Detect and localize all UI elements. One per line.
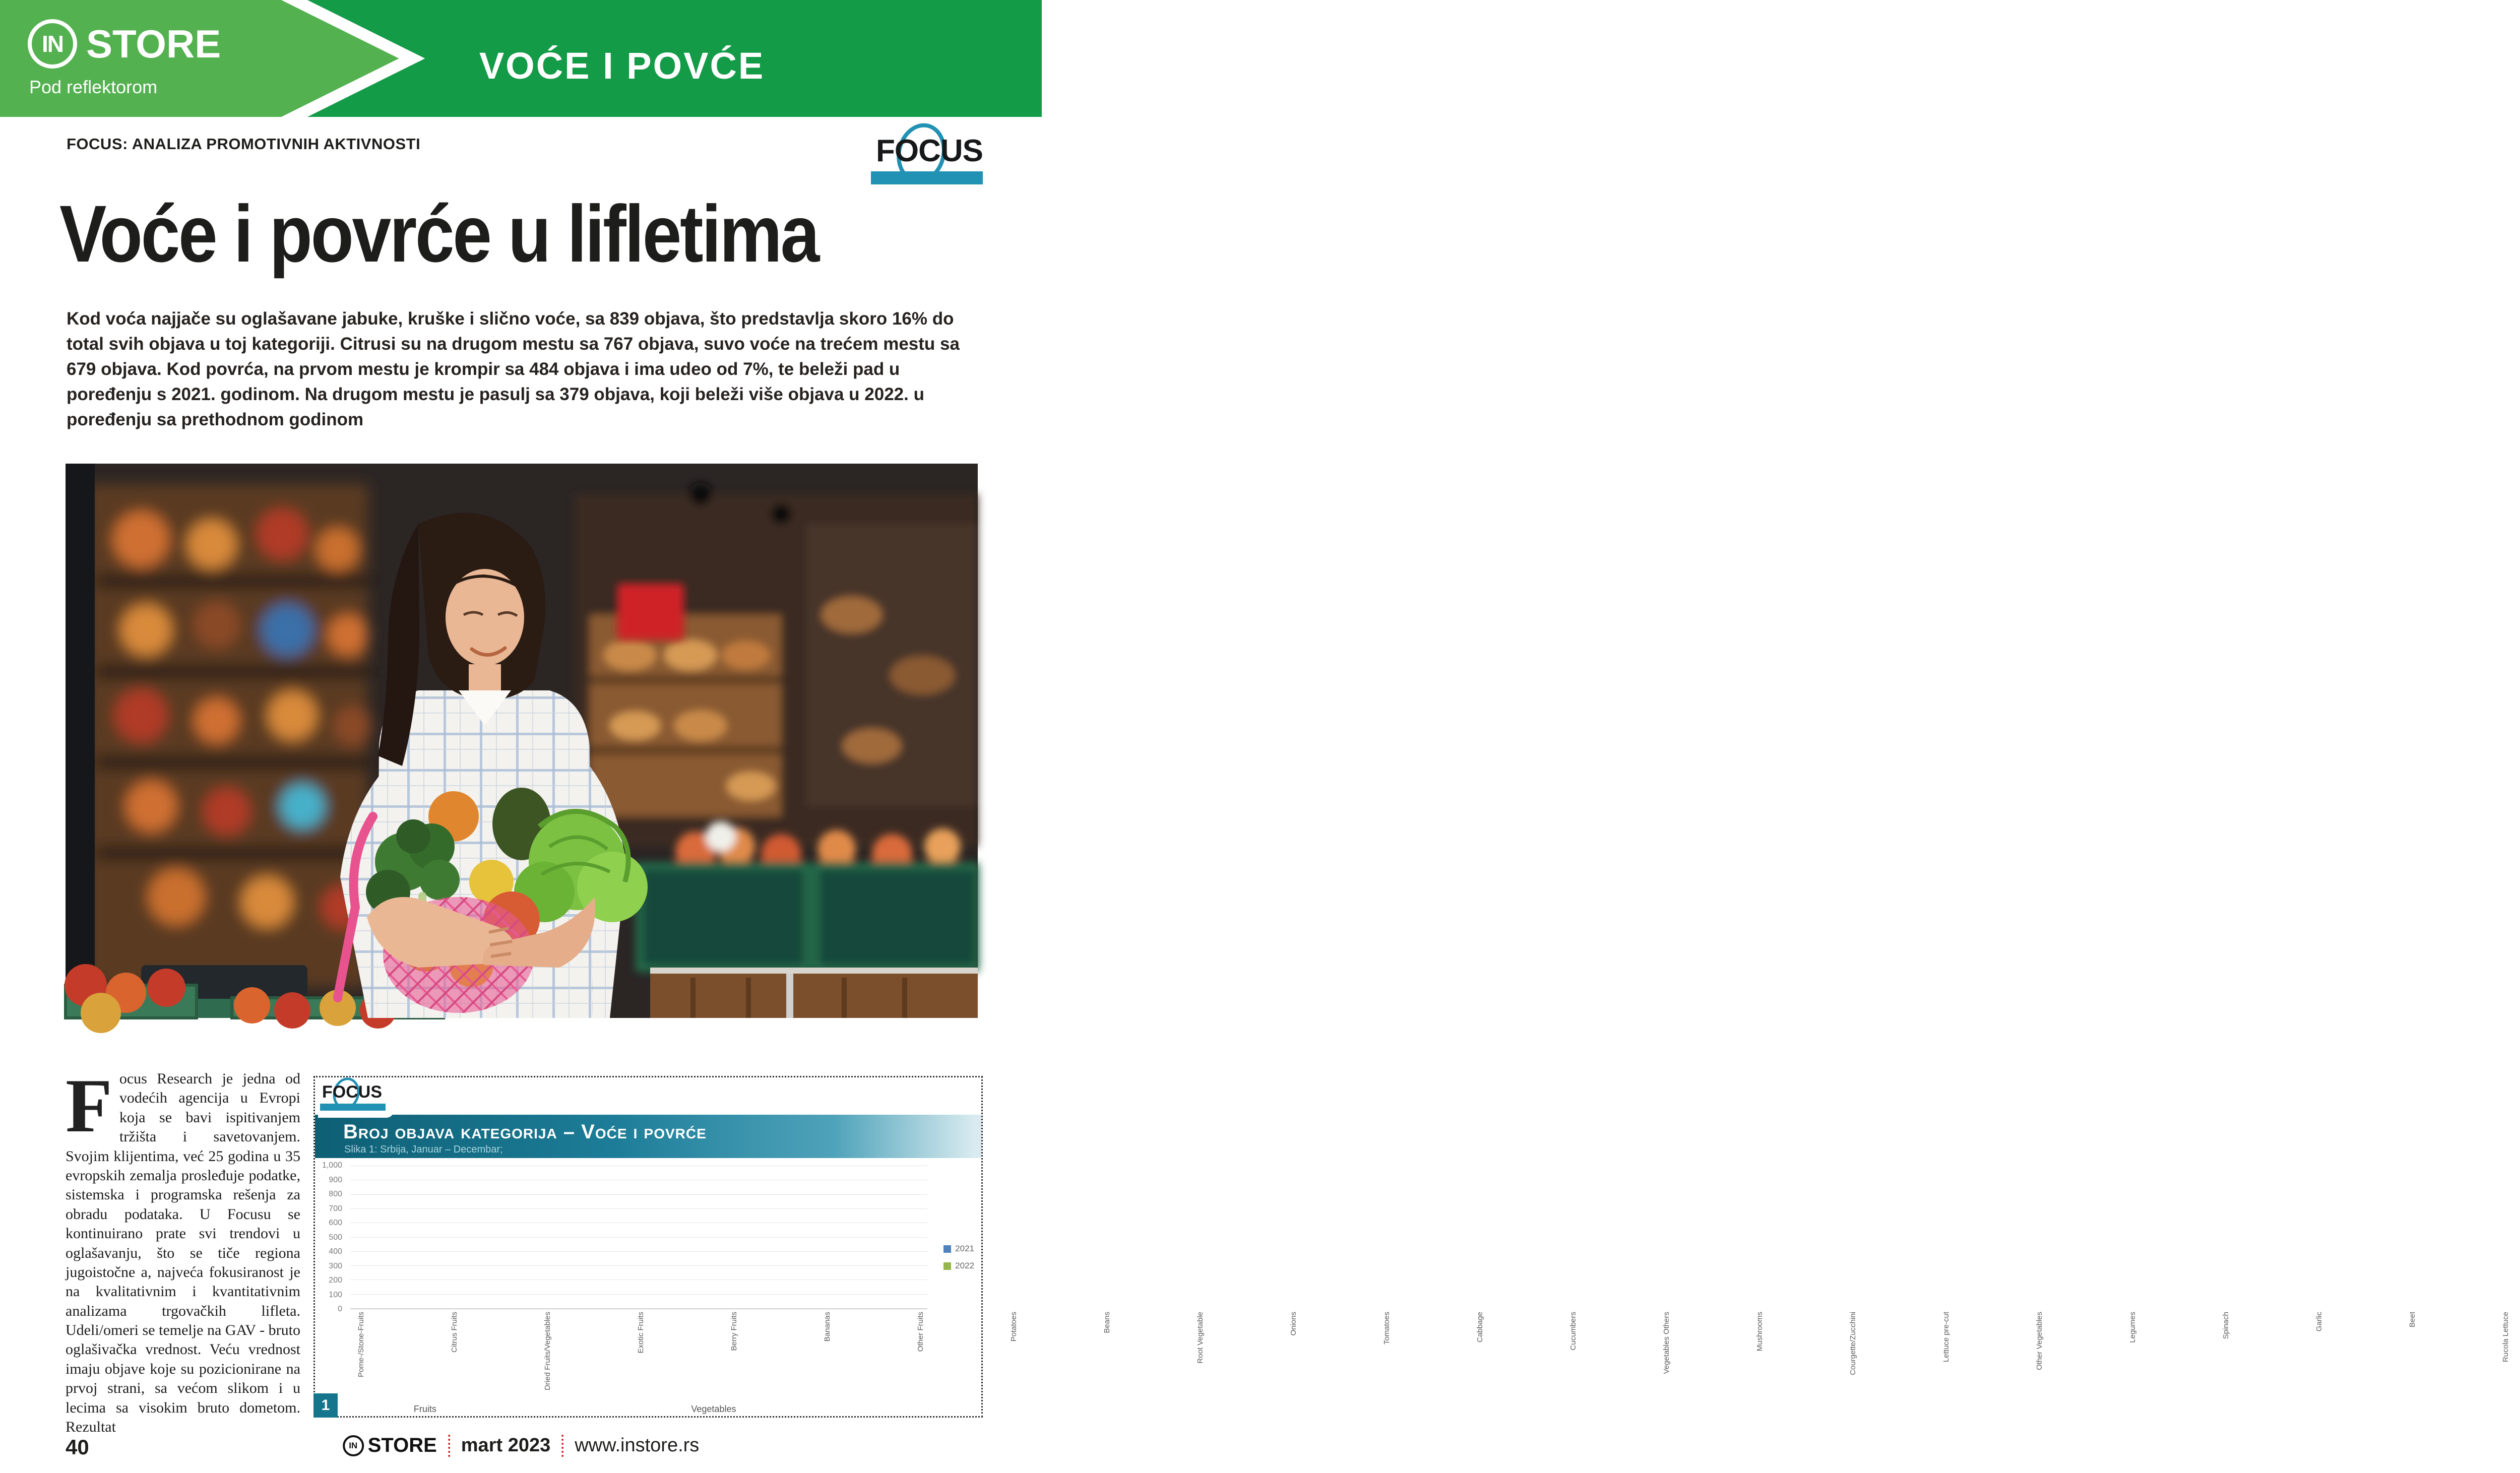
wood-panel-counter bbox=[650, 968, 978, 1018]
category-column bbox=[778, 1166, 799, 1308]
footer-instore-logo bbox=[343, 1434, 437, 1457]
chart-plot bbox=[350, 1166, 927, 1309]
y-axis-labels bbox=[315, 1161, 345, 1313]
chart-title-band bbox=[315, 1115, 981, 1158]
chart-focus-logo bbox=[318, 1079, 394, 1118]
category-column bbox=[821, 1166, 842, 1308]
y-tick-label: 600 bbox=[329, 1219, 342, 1227]
article-text: ocus Research je jedna od vodećih agencija u Evropi koja se bavi ispitivanjem tržišta i savetovanjem. Svojim klijentima, već 25 godina u 35 evropskih zemalja prosleđuje podatke, sistemska i programska rešenja za obradu podataka. U Focusu se kontinuirano prate svi trendovi u oglašavanju, što se tiče regiona jugoistočne a, najveća fokusiranost je na kvalitativnim i kvantitativnim analizama trgovačkih lifleta. Udeli/omeri se temelje na GAV - bruto oglašivačka vrednost. Veću vrednost imaju objave koje su pozicionirane na prvoj strani, sa većom slikom i u lecima sa visokim bruto dometom. Rezultat bbox=[66, 1070, 300, 1436]
gridline bbox=[350, 1308, 927, 1309]
instore-in-text: IN bbox=[349, 1440, 358, 1450]
x-tick-label: Cabbage bbox=[1476, 1312, 1484, 1342]
y-tick-label: 0 bbox=[338, 1305, 342, 1313]
y-tick-label: 800 bbox=[329, 1190, 342, 1198]
x-tick-label: Legumes bbox=[2128, 1312, 2137, 1343]
chart-title: Broj objava kategorija – Voće i povrće bbox=[343, 1121, 707, 1143]
x-tick-label: Garlic bbox=[2315, 1312, 2323, 1332]
legend-label: 2022 bbox=[955, 1261, 974, 1270]
category-column bbox=[436, 1166, 457, 1308]
chart-legend bbox=[943, 1244, 974, 1271]
category-column bbox=[371, 1166, 393, 1308]
instore-in-text: IN bbox=[42, 31, 63, 57]
category-column bbox=[414, 1166, 435, 1308]
hero-photo-illustration bbox=[66, 464, 978, 1018]
x-tick-label: Other Fruits bbox=[916, 1312, 925, 1352]
x-tick-label: Beet bbox=[2408, 1312, 2417, 1327]
x-tick-label: Tomatoes bbox=[1382, 1312, 1391, 1345]
x-tick-label: Vegetables Others bbox=[1662, 1312, 1671, 1374]
woman-neck bbox=[469, 664, 501, 693]
x-tick-label: Dried Fruits/Vegetables bbox=[543, 1312, 552, 1390]
x-tick-label: Potatoes bbox=[1010, 1312, 1018, 1342]
x-tick-label: Rucola Lettuce bbox=[2501, 1312, 2510, 1363]
category-column bbox=[692, 1166, 714, 1308]
x-tick-label: Spinach bbox=[2222, 1312, 2230, 1339]
y-tick-label: 400 bbox=[329, 1247, 342, 1256]
category-column bbox=[585, 1166, 606, 1308]
drop-cap: F bbox=[66, 1063, 112, 1148]
category-column bbox=[906, 1166, 927, 1308]
left-shelves-blurred bbox=[86, 484, 372, 988]
article-body bbox=[66, 1063, 300, 1437]
y-tick-label: 1,000 bbox=[322, 1161, 342, 1170]
category-column bbox=[564, 1166, 585, 1308]
y-tick-label: 200 bbox=[329, 1276, 342, 1285]
focus-logo-bar bbox=[871, 171, 983, 184]
group-label-vegetables: Vegetables bbox=[691, 1404, 736, 1414]
x-tick-label: Beans bbox=[1103, 1312, 1111, 1333]
instore-logo bbox=[28, 19, 221, 69]
category-column bbox=[457, 1166, 478, 1308]
chart-subtitle: Slika 1: Srbija, Januar – Decembar; bbox=[344, 1144, 503, 1155]
legend-item-2021 bbox=[943, 1244, 974, 1254]
category-column bbox=[500, 1166, 521, 1308]
category-column bbox=[607, 1166, 628, 1308]
instore-store-text: STORE bbox=[367, 1434, 437, 1456]
category-column bbox=[628, 1166, 649, 1308]
y-tick-label: 900 bbox=[329, 1175, 342, 1184]
left-pillar bbox=[66, 464, 95, 1018]
right-bread-shelves-blurred bbox=[575, 483, 978, 847]
chart-bars bbox=[350, 1166, 927, 1308]
category-column bbox=[735, 1166, 756, 1308]
focus-logo-bar bbox=[320, 1104, 386, 1111]
instore-in-circle-icon bbox=[343, 1435, 364, 1456]
instore-in-circle-icon bbox=[28, 19, 77, 69]
y-tick-label: 300 bbox=[329, 1261, 342, 1270]
focus-logo-text: FOCUS bbox=[876, 134, 983, 168]
legend-label: 2021 bbox=[955, 1244, 974, 1253]
footer-website-link[interactable]: www.instore.rs bbox=[575, 1435, 700, 1456]
section-title: VOĆE I POVĆE bbox=[479, 45, 765, 87]
kicker: FOCUS: ANALIZA PROMOTIVNIH AKTIVNOSTI bbox=[67, 135, 421, 153]
x-tick-label: Cucumbers bbox=[1569, 1312, 1578, 1351]
category-group-labels bbox=[350, 1404, 927, 1415]
category-column bbox=[714, 1166, 735, 1308]
category-column bbox=[799, 1166, 821, 1308]
footer-separator bbox=[448, 1435, 450, 1457]
category-column bbox=[393, 1166, 414, 1308]
red-store-sign bbox=[617, 584, 684, 640]
category-column bbox=[757, 1166, 778, 1308]
x-tick-label: Bananas bbox=[823, 1312, 832, 1342]
focus-logo bbox=[871, 125, 983, 185]
x-tick-label: Onions bbox=[1289, 1312, 1298, 1336]
instore-store-text: STORE bbox=[86, 21, 221, 66]
y-tick-label: 700 bbox=[329, 1204, 342, 1213]
category-column bbox=[885, 1166, 906, 1308]
page-footer bbox=[0, 1434, 1042, 1464]
category-column bbox=[863, 1166, 885, 1308]
category-column bbox=[350, 1166, 371, 1308]
y-tick-label: 100 bbox=[329, 1290, 342, 1299]
x-tick-label: Lettuce pre-cut bbox=[1942, 1312, 1950, 1363]
legend-swatch-icon bbox=[943, 1262, 951, 1270]
x-tick-label: Berry Fruits bbox=[730, 1312, 738, 1351]
x-tick-label: Citrus Fruits bbox=[450, 1312, 459, 1353]
x-tick-label: Root Vegetable bbox=[1196, 1312, 1205, 1364]
chart-figure bbox=[313, 1076, 2510, 1418]
legend-item-2022 bbox=[943, 1261, 974, 1271]
category-column bbox=[543, 1166, 564, 1308]
x-tick-label: Exotic Fruits bbox=[637, 1312, 645, 1354]
x-tick-label: Other Vegetables bbox=[2035, 1312, 2044, 1370]
focus-logo-text: FOCUS bbox=[322, 1082, 382, 1102]
x-tick-label: Courgette/Zucchini bbox=[1849, 1312, 1857, 1375]
legend-swatch-icon bbox=[943, 1245, 951, 1253]
intro-paragraph: Kod voća najjače su oglašavane jabuke, kruške i slično voće, sa 839 objava, što predstavlja skoro 16% do total svih objava u toj kategoriji. Citrusi su na drugom mestu sa 767 objava, suvo voće na trećem mestu sa 679 objava. Kod povrća, na prvom mestu je krompir sa 484 objava i ima udeo od 7%, te beleži pad u poređenju s 2021. godinom. Na drugom mestu je pasulj sa 379 objava, koji beleži više objava u 2022. u poređenju sa prethodnom godinom bbox=[67, 309, 960, 430]
footer-separator bbox=[561, 1435, 563, 1457]
figure-number-badge: 1 bbox=[313, 1393, 338, 1418]
page-number: 40 bbox=[66, 1435, 89, 1459]
footer-issue: mart 2023 bbox=[461, 1435, 551, 1456]
headline: Voće i povrće u lifletima bbox=[59, 188, 818, 279]
group-label-fruits: Fruits bbox=[413, 1404, 436, 1414]
category-column bbox=[478, 1166, 499, 1308]
masthead-tagline: Pod reflektorom bbox=[29, 77, 158, 97]
category-column bbox=[521, 1166, 542, 1308]
category-column bbox=[671, 1166, 692, 1308]
hero-photo bbox=[66, 464, 978, 1018]
x-tick-label: Mushrooms bbox=[1755, 1312, 1764, 1352]
masthead bbox=[0, 0, 1042, 117]
x-axis-labels bbox=[350, 1312, 2510, 1407]
y-tick-label: 500 bbox=[329, 1233, 342, 1242]
category-column bbox=[842, 1166, 863, 1308]
x-tick-label: Pome-/Stone-Fruits bbox=[357, 1312, 365, 1378]
category-column bbox=[650, 1166, 671, 1308]
